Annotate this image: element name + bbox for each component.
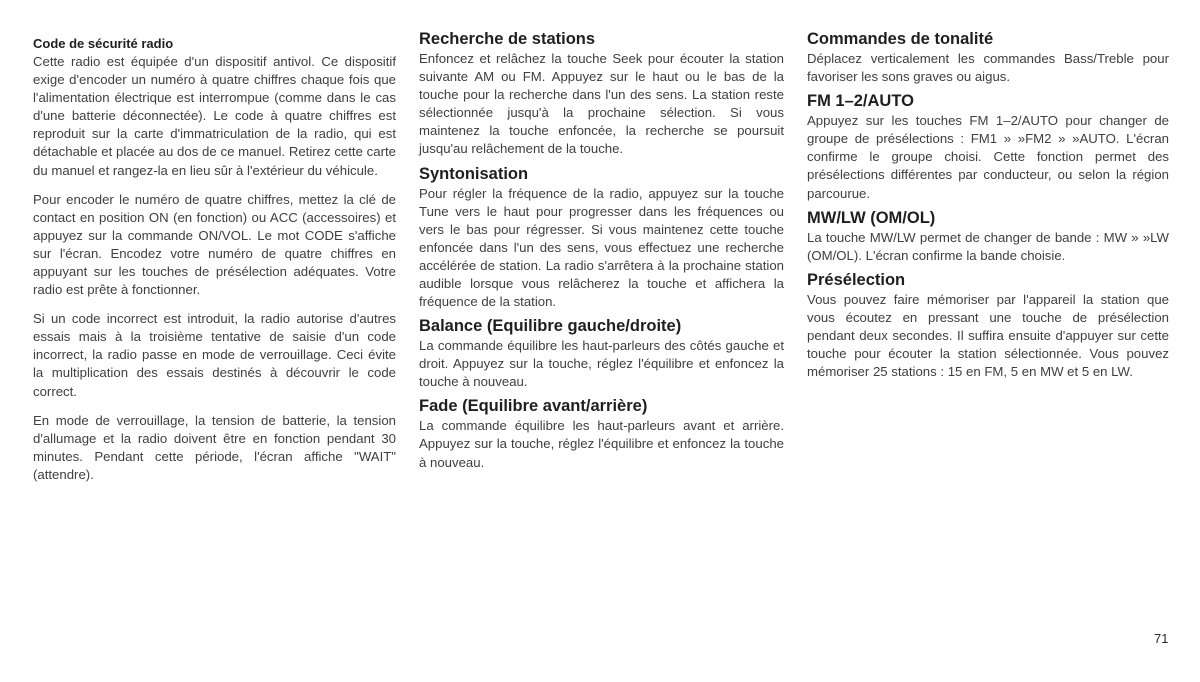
- section-heading: Recherche de stations: [419, 30, 596, 48]
- section-fm-auto: [807, 92, 1169, 202]
- section-tuning: [419, 165, 784, 312]
- section-mw-lw: [807, 209, 1169, 265]
- paragraph: La touche MW/LW permet de changer de bande : MW » »LW (OM/OL). L'écran confirme la bande choisie.: [807, 229, 1169, 263]
- section-preset: [807, 271, 1169, 381]
- section-heading: Code de sécurité radio: [33, 36, 174, 51]
- section-heading: Balance (Equilibre gauche/droite): [419, 317, 682, 336]
- paragraph: Cette radio est équipée d'un dispositif antivol. Ce dispositif exige d'encoder un numéro à quatre chiffres chaque fois que l'alimentation électrique est interrompue (comme dans le cas d'une batterie déconnectée). Le code à quatre chiffres est reproduit sur la carte d'immatriculation de la radio, qui est détachable et placée au dos de ce manuel. Retirez cette carte du manuel et rangez-la en lieu sûr à l'extérieur du véhicule.: [33, 53, 396, 178]
- paragraph: Vous pouvez faire mémoriser par l'appareil la station que vous écoutez en pressant une touche de présélection pendant deux secondes. Il suffira ensuite d'appuyer sur cette touche pour écouter la station sélectionnée. Vous pouvez mémoriser 25 stations : 15 en FM, 5 en MW et 5 en LW.: [807, 291, 1169, 380]
- section-fade: [419, 397, 784, 471]
- paragraph: En mode de verrouillage, la tension de batterie, la tension d'allumage et la radio doivent être en fonction pendant 30 minutes. Pendant cette période, l'écran affiche "WAIT" (attendre).: [33, 412, 396, 482]
- section-heading: Syntonisation: [419, 164, 529, 183]
- section-heading: Commandes de tonalité: [807, 30, 994, 48]
- column-2: [419, 30, 784, 478]
- paragraph: Si un code incorrect est introduit, la radio autorise d'autres essais mais à la troisième tentative de saisie d'un code incorrect, la radio passe en mode de verrouillage. Ceci évite la multiplication des essais destinés à découvrir le code correct.: [33, 311, 396, 399]
- page-number: 71: [1154, 631, 1169, 646]
- section-balance: [419, 317, 784, 391]
- paragraph: Enfoncez et relâchez la touche Seek pour écouter la station suivante AM ou FM. Appuyez sur le haut ou le bas de la touche pour la recherche dans l'un des sens. La station reste sélectionnée jusqu'à la prochaine sélection. Si vous maintenez la touche enfoncée, la recherche se poursuit jusqu'au relâchement de la touche.: [419, 50, 784, 157]
- section-radio-security-code: [33, 37, 396, 484]
- section-tone-controls: [807, 30, 1169, 86]
- paragraph: Pour encoder le numéro de quatre chiffres, mettez la clé de contact en position ON (en fonction) ou ACC (accessoires) et appuyez sur la commande ON/VOL. Le mot CODE s'affiche sur l'écran. Encodez votre numéro de quatre chiffres en appuyant sur les touches de présélection adéquates. Votre radio est prête à fonctionner.: [33, 191, 396, 298]
- column-1: [33, 30, 396, 495]
- section-station-search: [419, 30, 784, 159]
- section-heading: Fade (Equilibre avant/arrière): [419, 397, 648, 416]
- paragraph: Pour régler la fréquence de la radio, appuyez sur la touche Tune vers le haut pour progresser dans les fréquences ou vers le bas pour régresser. Si vous maintenez cette touche enfoncée dans l'un des sens, vous effectuez une recherche accélérée de station. La radio s'arrêtera à la prochaine station audible lorsque vous relâcherez la touche et affichera la fréquence de la station.: [419, 185, 784, 310]
- section-heading: FM 1–2/AUTO: [807, 92, 914, 111]
- column-3: [807, 30, 1169, 387]
- paragraph: La commande équilibre les haut-parleurs des côtés gauche et droit. Appuyez sur la touche, réglez l'équilibre et enfoncez la touche à nouveau.: [419, 338, 784, 390]
- section-heading: Présélection: [807, 270, 906, 289]
- paragraph: La commande équilibre les haut-parleurs avant et arrière. Appuyez sur la touche, réglez l'équilibre et enfoncez la touche à nouveau.: [419, 418, 784, 470]
- paragraph: Appuyez sur les touches FM 1–2/AUTO pour changer de groupe de présélections : FM1 » »FM2 » »AUTO. L'écran confirme le groupe choisi. Cette fonction permet des présélections différentes par conducteur, ou selon la région parcourue.: [807, 113, 1169, 201]
- paragraph: Déplacez verticalement les commandes Bass/Treble pour favoriser les sons graves ou aigus.: [807, 50, 1169, 85]
- section-heading: MW/LW (OM/OL): [807, 208, 936, 227]
